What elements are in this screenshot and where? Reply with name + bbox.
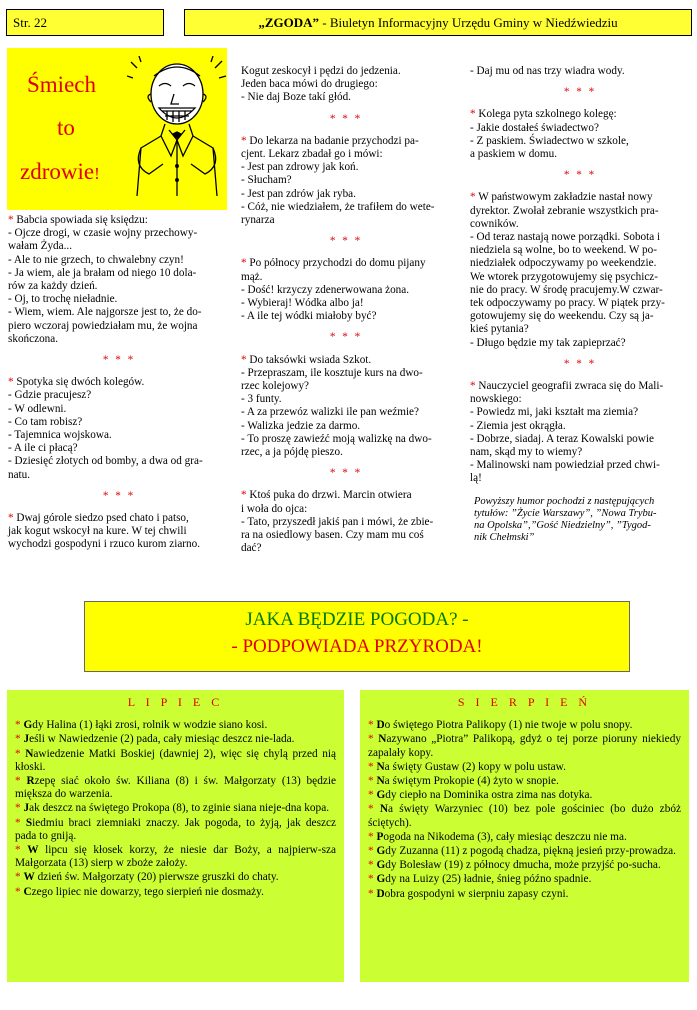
joke: * Nauczyciel geografii zwraca się do Mali- nowskiego: - Powiedz mi, jaki kształt ma ziemia? - Ziemia jest okrągła. - Dobrze, siadaj. A teraz Kowalski powie nam, skąd my to wiemy? - Malinowski nam powiedział przed chwi- lą! bbox=[470, 380, 664, 485]
separator: * * * bbox=[329, 467, 363, 480]
smiech-to-zdrowie-banner bbox=[7, 48, 227, 210]
proverb: * Gdy Zuzanna (11) z pogodą chadza, piękną jesień przy-prowadza. bbox=[368, 845, 676, 858]
joke: * Do taksówki wsiada Szkot. - Przepraszam, ile kosztuje kurs na dwo- rzec kolejowy? - 3 funty. - A za przewóz walizki ile pan weźmie? - Walizka jedzie za darmo. - To proszę zawieźć moją walizkę na dwo- rzec, a ja pójdę pieszo. bbox=[241, 353, 432, 459]
separator: * * * bbox=[102, 489, 136, 502]
proverb: * Nazywano „Piotra” Palikopą, gdyż o tej porze pioruny niekiedy zapalały kopy. bbox=[368, 733, 681, 759]
proverb: * Siedmiu braci ziemniaki znaczy. Jak pogoda, to żyją, jak deszcz pada to gniją. bbox=[15, 816, 337, 842]
separator: * * * bbox=[102, 354, 136, 367]
separator: * * * bbox=[563, 357, 597, 370]
proverb: * Na święty Warzyniec (10) bez pole gościniec (bo dużo zbóż ściętych). bbox=[368, 803, 682, 829]
bulletin-title bbox=[184, 9, 692, 36]
joke: * Spotyka się dwóch kolegów. - Gdzie pracujesz? - W odlewni. - Co tam robisz? - Tajemnica wojskowa. - A ile ci płacą? - Dziesięć złotych od bomby, a dwa od gra- natu. bbox=[8, 376, 203, 481]
joke: * Po północy przychodzi do domu pijany mąż. - Dość! krzyczy zdenerwowana żona. - Wybieraj! Wódka albo ja! - A ile tej wódki miałoby być? bbox=[241, 257, 426, 323]
proverb: * Pogoda na Nikodema (3), cały miesiąc deszczu nie ma. bbox=[368, 830, 627, 843]
separator: * * * bbox=[563, 86, 597, 99]
bulletin-subtitle: - Biuletyn Informacyjny Urzędu Gminy w Niedźwiedziu bbox=[319, 15, 618, 30]
heading-line-2: - PODPOWIADA PRZYRODA! bbox=[231, 636, 483, 657]
sierpien-proverbs bbox=[360, 690, 689, 982]
jokes-column-2 bbox=[241, 65, 451, 556]
joke: * Babcia spowiada się księdzu: - Ojcze drogi, w czasie wojny przechowy- wałam Żyda... - Ale to nie grzech, to chwalebny czyn! - Ja wiem, ale ja brałam od niego 10 dola- rów za każdy dzień. - Oj, to trochę nieładnie. - Wiem, wiem. Ale najgorsze jest to, że do- piero wczoraj powiedziałam mu, że wojna skończona. bbox=[8, 214, 202, 345]
proverb: * Na święty Gustaw (2) kopy w polu ustaw. bbox=[368, 760, 566, 773]
proverb: * W lipcu się kłosek korzy, że niesie dar Boży, a najpierw-sza Małgorzata (13) sierp w zboże założy. bbox=[15, 844, 336, 870]
weather-proverbs-heading bbox=[84, 601, 630, 672]
proverb: * W dzień św. Małgorzaty (20) pierwsze gruszki do chaty. bbox=[15, 871, 279, 884]
month-title: L I P I E C bbox=[127, 695, 224, 709]
laughing-man-illustration bbox=[127, 56, 227, 201]
humor-source-note: Powyższy humor pochodzi z następujących tytułów: ”Życie Warszawy”, ”Nowa Trybu- na Opolska”,”Gość Niedzielny”, ”Tygod- nik Chełmski” bbox=[474, 495, 657, 543]
separator: * * * bbox=[329, 235, 363, 248]
lipiec-proverbs bbox=[7, 690, 344, 982]
proverb: * Rzepę siać około św. Kiliana (8) i św. Małgorzaty (13) będzie miększa do warzenia. bbox=[15, 775, 337, 801]
joke: * Ktoś puka do drzwi. Marcin otwiera i woła do ojca: - Tato, przyszedł jakiś pan i mówi, że zbie- ra na osiedlowy basen. Czy mam mu coś dać? bbox=[241, 489, 434, 555]
joke: * W państwowym zakładzie nastał nowy dyrektor. Zwołał zebranie wszystkich pra- cowników. - Od teraz nastają nowe porządki. Sobota i niedziela są wolne, bo to weekend. W po- niedziałek odpoczywamy po weekendzie. We wtorek przygotowujemy się psychicz- nie do pracy. W środę pracujemy.W czwar- tek odpoczywamy po pracy. W piątek przy- gotowujemy się do weekendu. Czy są ja- kieś pytania? - Długo będzie my tak zapieprzać? bbox=[470, 191, 665, 349]
proverb: * Gdy Halina (1) łąki zrosi, rolnik w wodzie siano kosi. bbox=[15, 719, 268, 732]
banner-word-2: to bbox=[57, 115, 75, 140]
banner-word-3: zdrowie! bbox=[20, 159, 100, 184]
separator: * * * bbox=[329, 331, 363, 344]
joke: * Kolega pyta szkolnego kolegę: - Jakie dostałeś świadectwo? - Z paskiem. Świadectwo w szkole, a paskiem w domu. bbox=[470, 108, 629, 161]
month-title: S I E R P I E Ń bbox=[457, 695, 592, 709]
page-number: Str. 22 bbox=[6, 9, 164, 36]
proverb: * Jak deszcz na świętego Prokopa (8), to zginie siana nieje-dna kopa. bbox=[15, 802, 330, 815]
separator: * * * bbox=[329, 112, 363, 125]
joke-continuation: - Daj mu od nas trzy wiadra wody. bbox=[470, 65, 625, 77]
proverb: * Gdy ciepło na Dominika ostra zima nas dotyka. bbox=[368, 789, 593, 802]
jokes-column-1 bbox=[8, 214, 230, 552]
separator: * * * bbox=[563, 169, 597, 182]
proverb: * Gdy na Luizy (25) ładnie, śnieg późno spadnie. bbox=[368, 873, 592, 886]
joke-continuation: Kogut zeskocył i pędzi do jedzenia. Jeden baca mówi do drugiego: - Nie daj Boze takí głód. bbox=[241, 65, 401, 104]
proverb: * Czego lipiec nie dowarzy, tego sierpień nie dosmaży. bbox=[15, 885, 264, 898]
proverb: * Do świętego Piotra Palikopy (1) nie twoje w polu snopy. bbox=[368, 719, 633, 732]
proverb: * Nawiedzenie Matki Boskiej (dawniej 2), więc się chylą przed nią kłoski. bbox=[15, 747, 336, 773]
joke: * Dwaj górole siedzo psed chato i patso, jak kogut wskocył na kure. W tej chwili wychodzi gospodyni i rzuco kurom ziarno. bbox=[8, 512, 201, 551]
joke: * Do lekarza na badanie przychodzi pa- cjent. Lekarz zbadał go i mówi: - Jest pan zdrowy jak koń. - Słucham? - Jest pan zdrów jak ryba. - Cóż, nie wiedziałem, że trafiłem do wete- rynarza bbox=[241, 134, 435, 227]
proverb: * Na świętym Prokopie (4) żyto w snopie. bbox=[368, 775, 559, 788]
proverb: * Jeśli w Nawiedzenie (2) pada, cały miesiąc deszcz nie-lada. bbox=[15, 733, 295, 746]
heading-line-1: JAKA BĘDZIE POGODA? - bbox=[245, 609, 469, 630]
proverb: * Gdy Bolesław (19) z północy dmucha, może przyjść po-sucha. bbox=[368, 859, 661, 872]
jokes-column-3 bbox=[470, 65, 690, 544]
bulletin-name: „ZGODA” bbox=[258, 15, 320, 30]
banner-word-1: Śmiech bbox=[27, 72, 96, 97]
proverb: * Dobra gospodyni w sierpniu zapasy czyni. bbox=[368, 887, 569, 900]
